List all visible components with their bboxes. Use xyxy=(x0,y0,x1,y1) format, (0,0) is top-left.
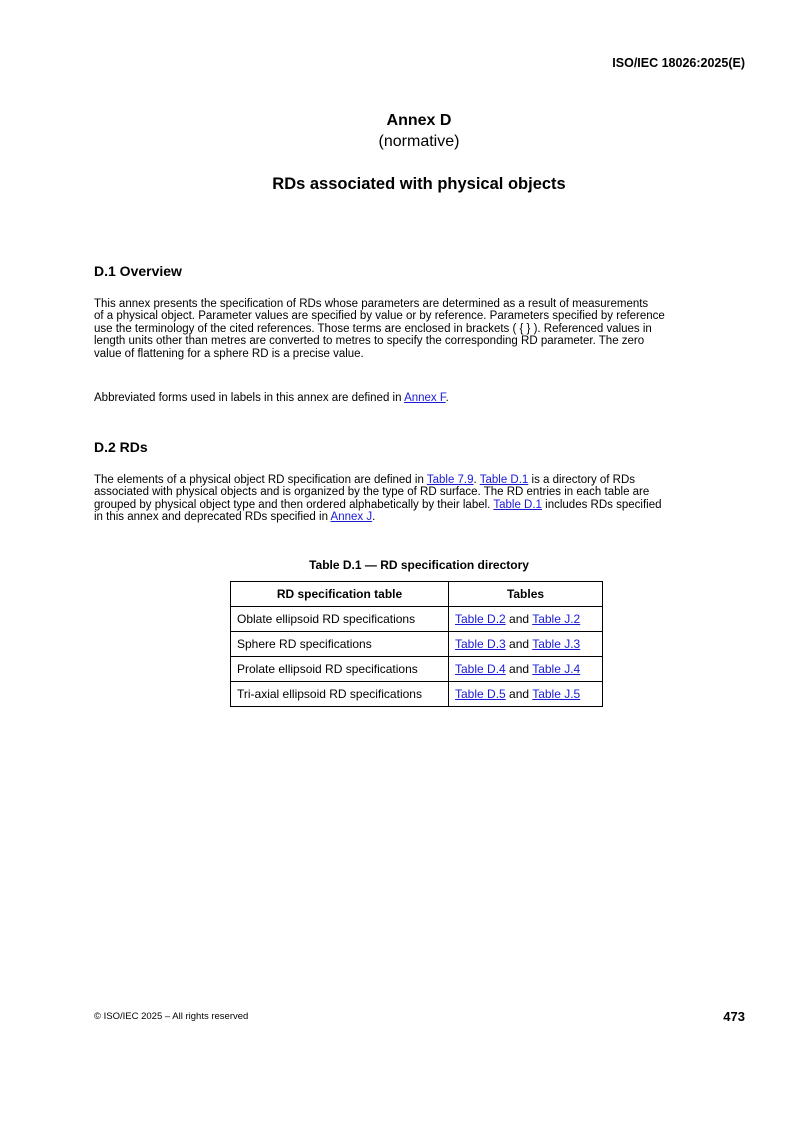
and-text: and xyxy=(509,637,530,651)
column-header: Tables xyxy=(449,582,603,607)
table-row xyxy=(231,607,603,632)
document-id: ISO/IEC 18026:2025(E) xyxy=(612,56,745,70)
abbrev-suffix: . xyxy=(445,392,449,404)
table-row xyxy=(231,657,603,682)
and-text: and xyxy=(509,662,530,676)
table-caption: Table D.1 — RD specification directory xyxy=(309,558,529,572)
table-header-row xyxy=(231,582,603,607)
table-j3-link[interactable]: Table J.3 xyxy=(532,637,581,651)
section-d2-heading: D.2 RDs xyxy=(94,439,148,455)
row-tables xyxy=(449,607,603,632)
page-number: 473 xyxy=(723,1009,745,1024)
row-tables xyxy=(449,657,603,682)
copyright-notice: © ISO/IEC 2025 – All rights reserved xyxy=(94,1011,249,1022)
rd-directory-table xyxy=(230,581,603,707)
annex-heading: RDs associated with physical objects xyxy=(272,175,566,193)
row-label: Oblate ellipsoid RD specifications xyxy=(231,607,449,632)
paragraph-line xyxy=(94,511,745,523)
row-label: Sphere RD specifications xyxy=(231,632,449,657)
text-run: is a directory of RDs xyxy=(528,474,636,486)
table-j5-link[interactable]: Table J.5 xyxy=(532,687,581,701)
text-run: . xyxy=(372,511,376,524)
table-j4-link[interactable]: Table J.4 xyxy=(532,662,581,676)
text-run: includes RDs specified xyxy=(541,498,662,511)
paragraph-line: of a physical object. Parameter values are specified by value or by reference. Parameters specified by reference xyxy=(94,310,665,323)
table-d4-link[interactable]: Table D.4 xyxy=(455,662,506,676)
text-run: grouped by physical object type and then ordered alphabetically by their label. xyxy=(94,498,494,511)
table-row xyxy=(231,682,603,707)
paragraph-line: use the terminology of the cited references. Those terms are enclosed in brackets ( { } ). Referenced values in xyxy=(94,322,652,335)
section-d1-heading: D.1 Overview xyxy=(94,263,182,279)
table-d1-link[interactable]: Table D.1 xyxy=(493,498,542,511)
annex-j-link[interactable]: Annex J xyxy=(330,511,373,524)
table-d2-link[interactable]: Table D.2 xyxy=(455,612,506,626)
row-tables xyxy=(449,682,603,707)
text-run: . xyxy=(473,474,480,486)
table-row xyxy=(231,632,603,657)
table-d5-link[interactable]: Table D.5 xyxy=(455,687,506,701)
abbrev-text: Abbreviated forms used in labels in this annex are defined in xyxy=(94,392,405,404)
annex-subtitle: (normative) xyxy=(378,133,460,150)
row-label: Tri-axial ellipsoid RD specifications xyxy=(231,682,449,707)
section-d1-abbrev-paragraph xyxy=(94,392,745,404)
and-text: and xyxy=(509,687,530,701)
paragraph-line xyxy=(94,499,745,511)
paragraph-line xyxy=(94,474,745,486)
section-d1-paragraph xyxy=(94,298,745,360)
text-run: The elements of a physical object RD specification are defined in xyxy=(94,474,427,486)
paragraph-line: associated with physical objects and is organized by the type of RD surface. The RD entries in each table are xyxy=(94,486,650,499)
table-7-9-link[interactable]: Table 7.9 xyxy=(426,474,474,486)
and-text: and xyxy=(509,612,530,626)
table-d1-link[interactable]: Table D.1 xyxy=(479,474,529,486)
annex-f-link[interactable]: Annex F xyxy=(404,392,446,404)
column-header: RD specification table xyxy=(231,582,449,607)
section-d2-paragraph xyxy=(94,474,745,524)
table-d3-link[interactable]: Table D.3 xyxy=(455,637,506,651)
paragraph-line: This annex presents the specification of RDs whose parameters are determined as a result of measurements xyxy=(94,298,649,310)
row-label: Prolate ellipsoid RD specifications xyxy=(231,657,449,682)
table-j2-link[interactable]: Table J.2 xyxy=(532,612,581,626)
annex-title: Annex D xyxy=(386,112,452,129)
paragraph-line: value of flattening for a sphere RD is a precise value. xyxy=(94,347,364,360)
text-run: in this annex and deprecated RDs specified in xyxy=(94,511,331,524)
row-tables xyxy=(449,632,603,657)
paragraph-line: length units other than metres are converted to metres to specify the corresponding RD parameter. The zero xyxy=(94,335,645,348)
